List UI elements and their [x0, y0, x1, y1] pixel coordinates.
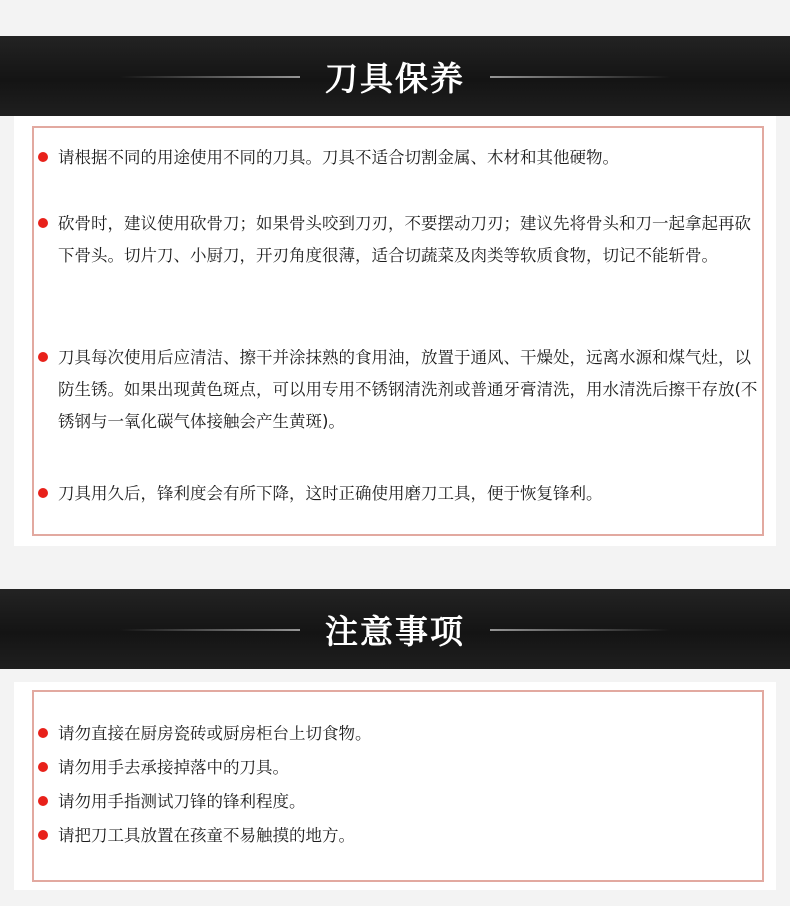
banner-divider-right: [490, 629, 670, 631]
banner-divider-left: [120, 76, 300, 78]
care-item-text: 刀具用久后，锋利度会有所下降，这时正确使用磨刀工具，便于恢复锋利。: [58, 484, 603, 503]
notice-item-text: 请勿直接在厨房瓷砖或厨房柜台上切食物。: [58, 724, 372, 743]
banner-divider-right: [490, 76, 670, 78]
notice-item-text: 请勿用手去承接掉落中的刀具。: [58, 758, 289, 777]
notice-panel: [14, 682, 776, 890]
notice-item: [36, 820, 758, 852]
care-item: [36, 142, 758, 174]
notice-item-text: 请勿用手指测试刀锋的锋利程度。: [58, 792, 306, 811]
care-panel: [14, 116, 776, 546]
care-item-text: 砍骨时，建议使用砍骨刀；如果骨头咬到刀刃，不要摆动刀刃；建议先将骨头和刀一起拿起再砍下骨头。切片刀、小厨刀，开刃角度很薄，适合切蔬菜及肉类等软质食物，切记不能斩骨。: [58, 214, 751, 265]
banner-divider-left: [120, 629, 300, 631]
care-item-text: 请根据不同的用途使用不同的刀具。刀具不适合切割金属、木材和其他硬物。: [58, 148, 619, 167]
bullet-dot-icon: [38, 352, 48, 362]
notice-title: 注意事项: [325, 611, 465, 651]
notice-item-text: 请把刀工具放置在孩童不易触摸的地方。: [58, 826, 355, 845]
notice-item: [36, 752, 758, 784]
notice-banner: [0, 589, 790, 669]
bullet-dot-icon: [38, 728, 48, 738]
care-item: [36, 478, 758, 510]
care-frame: [32, 126, 764, 536]
bullet-dot-icon: [38, 218, 48, 228]
bullet-dot-icon: [38, 762, 48, 772]
care-item-text: 刀具每次使用后应清洁、擦干并涂抹熟的食用油，放置于通风、干燥处，远离水源和煤气灶，以防生锈。如果出现黄色斑点，可以用专用不锈钢清洗剂或普通牙膏清洗，用水清洗后擦干存放(不锈钢与一氧化碳气体接触会产生黄斑)。: [58, 348, 758, 431]
care-item: [36, 208, 758, 272]
care-title: 刀具保养: [325, 58, 465, 98]
care-item: [36, 342, 758, 438]
care-banner: [0, 36, 790, 116]
bullet-dot-icon: [38, 830, 48, 840]
bullet-dot-icon: [38, 796, 48, 806]
notice-item: [36, 786, 758, 818]
bullet-dot-icon: [38, 488, 48, 498]
bullet-dot-icon: [38, 152, 48, 162]
notice-item: [36, 718, 758, 750]
